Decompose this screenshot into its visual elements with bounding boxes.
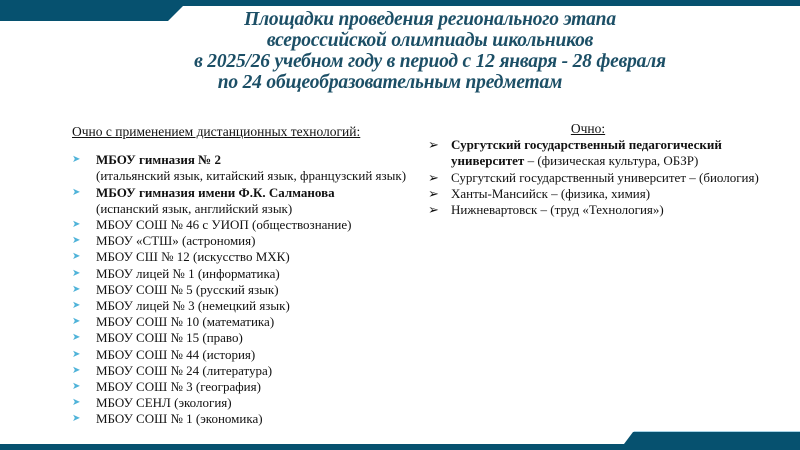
venue-text: МБОУ СОШ № 15 (право) [96,330,243,346]
arrow-right-icon: ➢ [428,185,439,201]
list-item [72,266,432,282]
title-line-4: по 24 общеобразовательным предметам [217,72,563,93]
list-item [428,202,788,218]
list-item [72,379,432,395]
venue-text: МБОУ СОШ № 10 (математика) [96,314,275,330]
list-item [72,298,432,314]
in-person-venues-heading: Очно: [570,121,606,136]
list-item [428,186,788,202]
arrow-right-icon: ➤ [72,381,81,393]
remote-venues-list [72,152,432,427]
remote-venues-heading [72,124,432,140]
arrow-right-icon: ➤ [72,316,81,328]
arrow-right-icon: ➤ [72,348,81,360]
list-item [72,249,432,265]
remote-venues-heading-text: Очно с применением дистанционных технологий [72,124,357,139]
arrow-right-icon: ➤ [72,283,81,295]
list-item [72,347,432,363]
list-item [72,282,432,298]
arrow-right-icon: ➤ [72,251,81,263]
venue-text: МБОУ лицей № 3 (немецкий язык) [96,298,290,314]
remote-venues-section [72,124,432,428]
title-line-2: всероссийской олимпиады школьников [266,30,594,51]
list-item [72,152,432,184]
list-item [72,363,432,379]
arrow-right-icon: ➢ [428,202,439,218]
list-item [72,233,432,249]
venue-subjects: (итальянский язык, китайский язык, французский язык) [96,168,407,184]
venue-text: Нижневартовск – (труд «Технология») [451,202,664,218]
venue-text: МБОУ СОШ № 44 (история) [96,346,256,362]
venue-text: Ханты-Мансийск – (физика, химия) [451,185,651,201]
list-item [72,411,432,427]
venue-text: Сургутский государственный университет – (биология) [451,169,759,185]
venue-subjects: – (физическая культура, ОБЗР) [524,153,699,169]
list-item [72,217,432,233]
arrow-right-icon: ➤ [72,397,81,409]
arrow-right-icon: ➤ [72,267,81,279]
arrow-right-icon: ➢ [428,169,439,185]
heading-colon: : [356,124,361,139]
venue-subjects: (испанский язык, английский язык) [96,200,293,216]
venue-text: МБОУ СЕНЛ (экология) [96,395,232,411]
list-item [72,185,432,217]
venue-text: МБОУ лицей № 1 (информатика) [96,265,280,281]
arrow-right-icon: ➤ [72,235,81,247]
venue-name: Сургутский государственный педагогический университет [451,137,722,169]
venue-text: МБОУ «СТШ» (астрономия) [96,233,256,249]
arrow-right-icon: ➤ [72,364,81,376]
in-person-venues-list [428,137,788,218]
venue-text: МБОУ СОШ № 46 с УИОП (обществознание) [96,217,352,233]
venue-name: МБОУ гимназия имени Ф.К. Салманова [96,184,335,200]
arrow-right-icon: ➢ [428,137,439,153]
list-item [72,395,432,411]
arrow-right-icon: ➤ [72,186,81,198]
title-line-3: в 2025/26 учебном году в период с 12 января - 28 февраля [194,51,666,72]
list-item [428,170,788,186]
title-line-1: Площадки проведения регионального этапа [244,9,616,30]
list-item [428,137,788,169]
venue-text: МБОУ СОШ № 24 (литература) [96,362,273,378]
venue-text: МБОУ СШ № 12 (искусство МХК) [96,249,290,265]
venue-text: МБОУ СОШ № 5 (русский язык) [96,281,279,297]
venue-text: МБОУ СОШ № 1 (экономика) [96,411,263,427]
arrow-right-icon: ➤ [72,413,81,425]
arrow-right-icon: ➤ [72,332,81,344]
page-title [140,9,720,93]
arrow-right-icon: ➤ [72,154,81,166]
arrow-right-icon: ➤ [72,300,81,312]
in-person-venues-section [428,121,788,218]
arrow-right-icon: ➤ [72,219,81,231]
footer-band [0,430,800,450]
list-item [72,314,432,330]
venue-name: МБОУ гимназия № 2 [96,152,221,168]
list-item [72,330,432,346]
venue-text: МБОУ СОШ № 3 (география) [96,379,261,395]
